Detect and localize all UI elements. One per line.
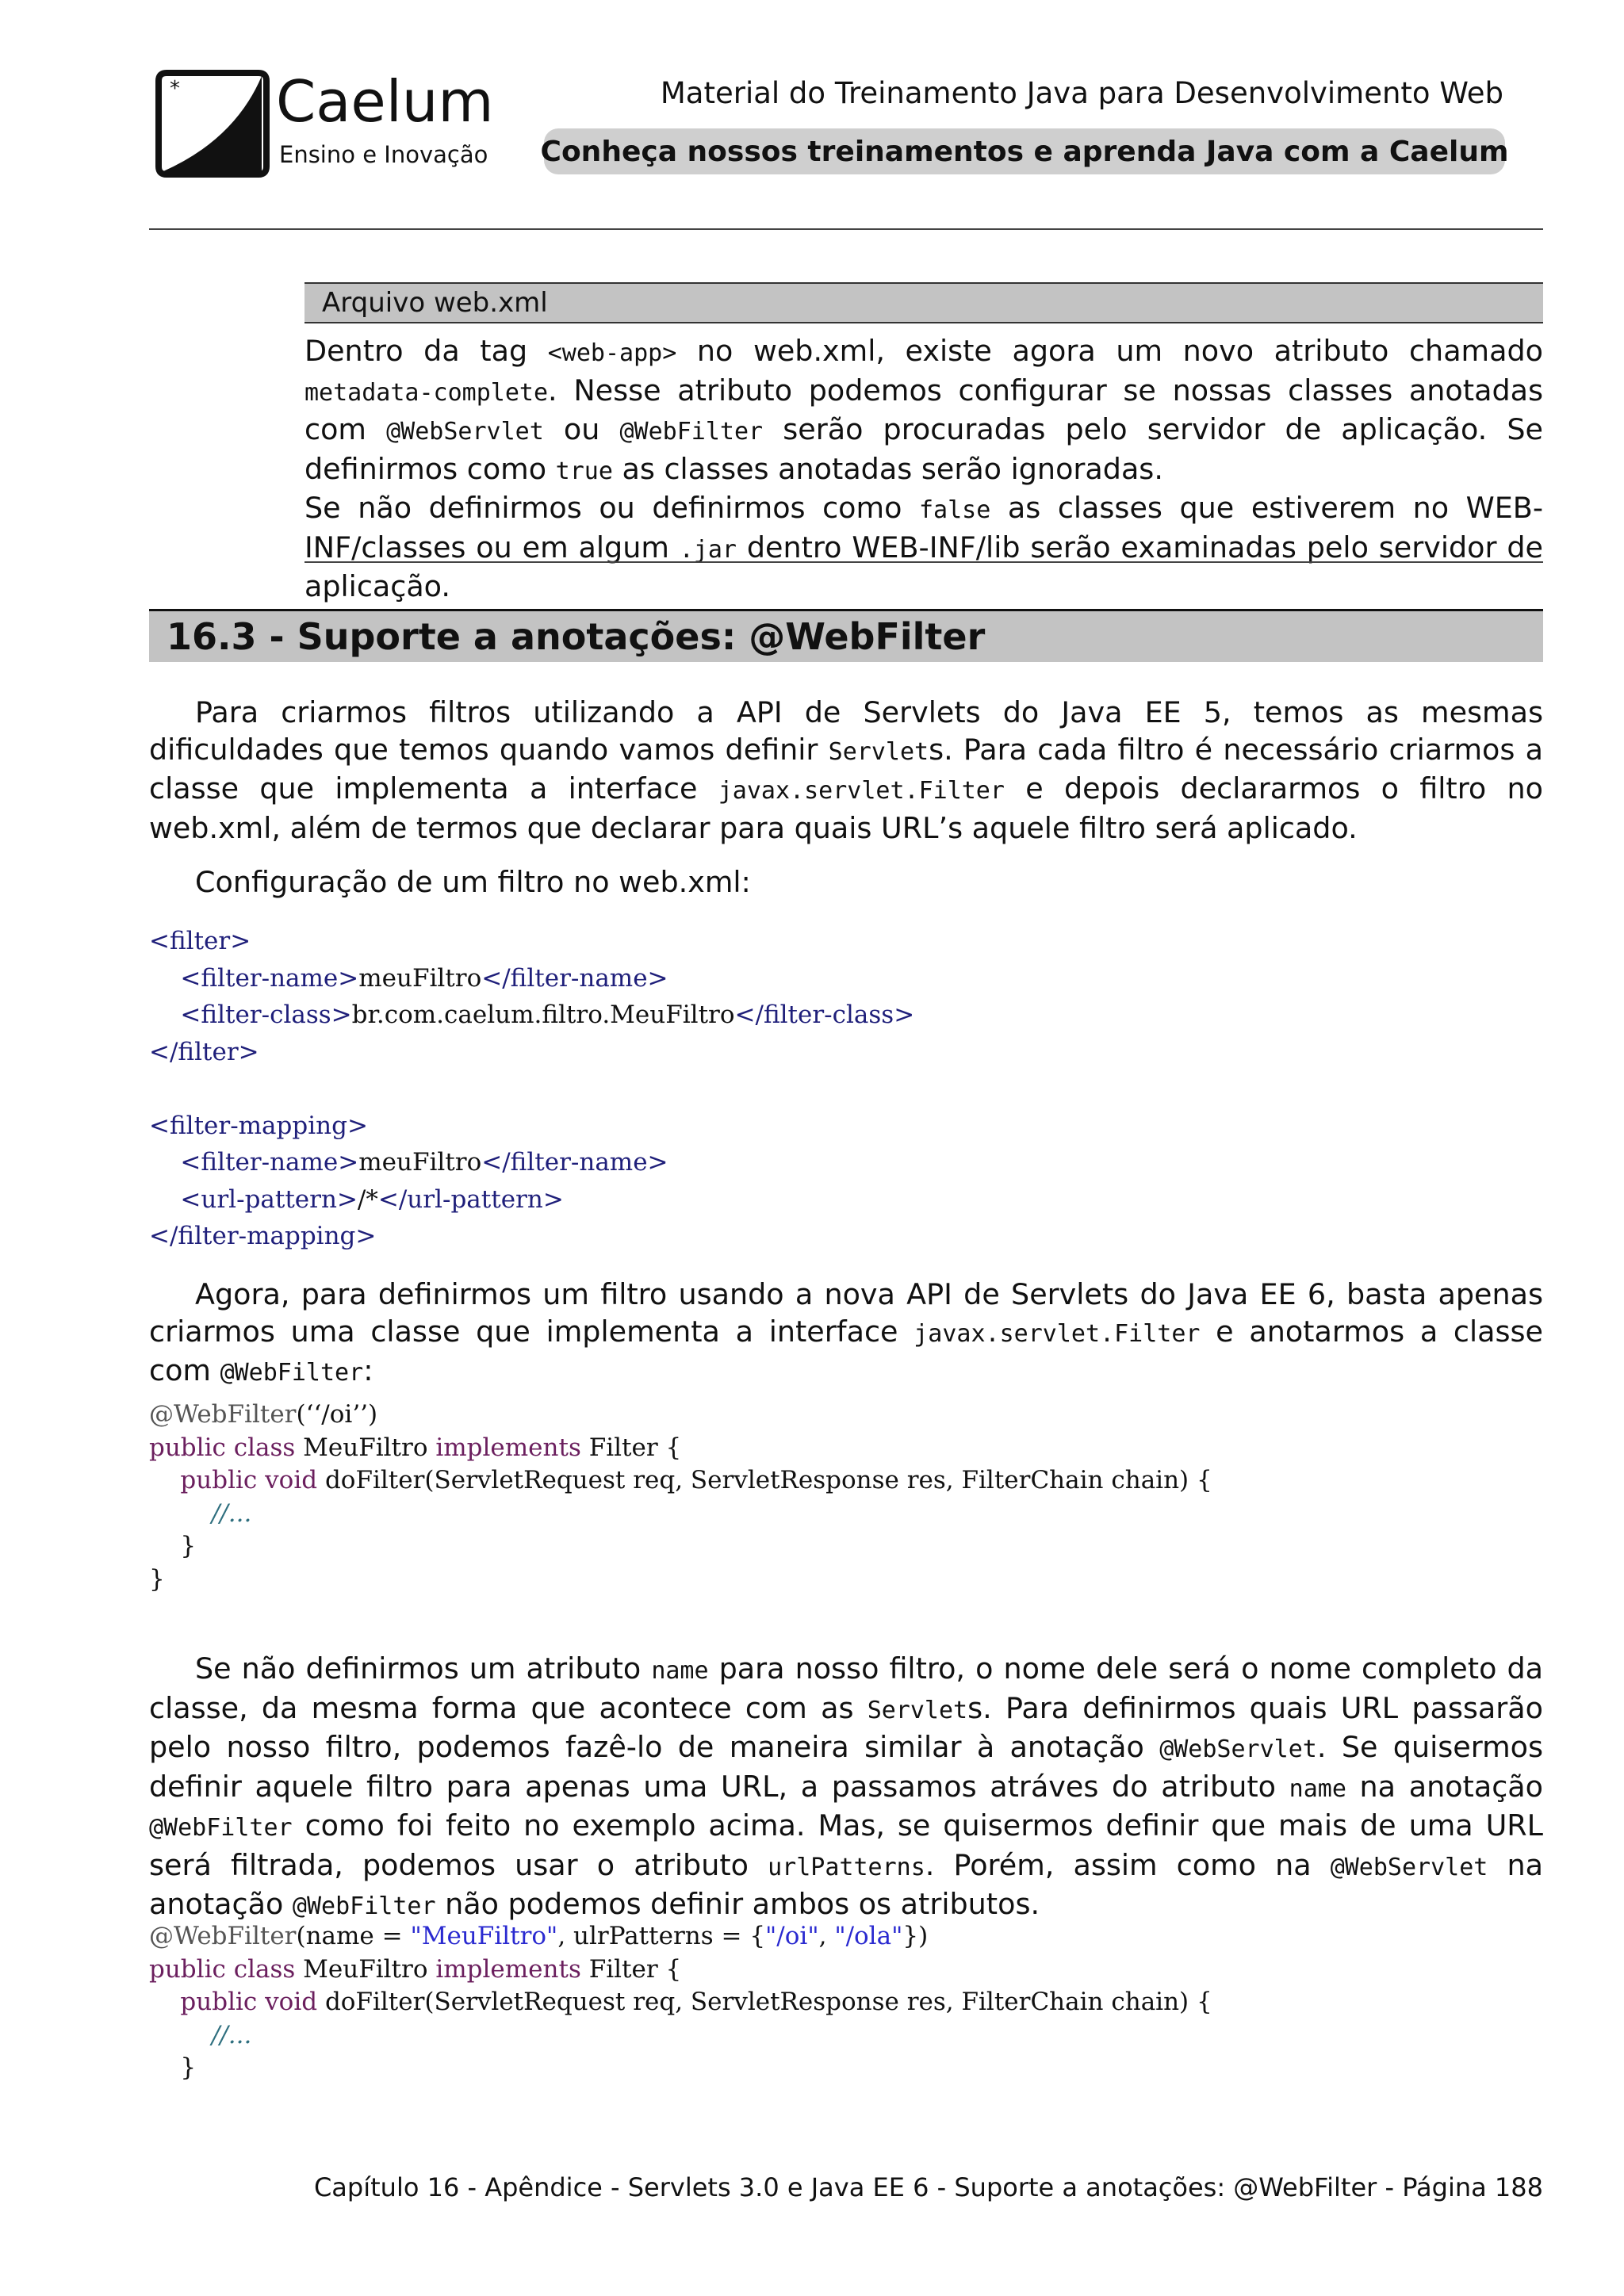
inline-code: Servlet bbox=[828, 737, 929, 766]
code-line: public class MeuFiltro implements Filter { bbox=[149, 1954, 682, 1984]
text: como foi feito no exemplo acima. Mas, se quisermos definir que mais de uma URL será filtrada, podemos usar o atributo bbox=[149, 1808, 1543, 1882]
note-bottom-divider bbox=[304, 561, 1543, 563]
text: . Se quisermos definir aquele filtro para apenas uma URL, a passamos atráves do atributo bbox=[149, 1730, 1543, 1804]
inline-code: @WebServlet bbox=[1330, 1853, 1488, 1881]
caelum-logo bbox=[155, 68, 494, 179]
code-block-webfilter-patterns bbox=[149, 1920, 1212, 2085]
code-line: public void doFilter(ServletRequest req, ServletResponse res, FilterChain chain) { bbox=[180, 1466, 1212, 1494]
inline-code: name bbox=[651, 1657, 709, 1685]
code-line: @WebFilter(name = "MeuFiltro", ulrPatterns = {"/oi", "/ola"}) bbox=[149, 1922, 929, 1950]
inline-code: javax.servlet.Filter bbox=[718, 777, 1005, 805]
code-line: //... bbox=[211, 2020, 252, 2049]
inline-code: .jar bbox=[679, 535, 737, 564]
text: e anotarmos a classe com bbox=[149, 1314, 1543, 1387]
text: no web.xml, existe agora um novo atributo chamado bbox=[676, 334, 1543, 368]
code-line: <filter-name>meuFiltro</filter-name> bbox=[180, 963, 668, 993]
code-line: public class MeuFiltro implements Filter { bbox=[149, 1433, 682, 1462]
inline-code: urlPatterns bbox=[768, 1853, 925, 1881]
code-line: </filter> bbox=[149, 1037, 259, 1066]
inline-code: <web-app> bbox=[547, 339, 677, 367]
code-line: <filter-class>br.com.caelum.filtro.MeuFiltro</filter-class> bbox=[180, 1001, 915, 1029]
header-banner[interactable] bbox=[540, 128, 1509, 174]
inline-code: @WebFilter bbox=[149, 1814, 293, 1842]
code-line: } bbox=[180, 1532, 197, 1560]
header-banner-text: Conheça nossos treinamentos e aprenda Java com a Caelum bbox=[540, 135, 1509, 168]
text: na anotação bbox=[149, 1847, 1543, 1921]
text: ou bbox=[543, 412, 620, 446]
text: as classes que estiverem no WEB-INF/classes ou em algum bbox=[304, 491, 1543, 564]
note-title: Arquivo web.xml bbox=[304, 282, 1543, 323]
text: . Porém, assim como na bbox=[925, 1847, 1331, 1882]
logo-name: Caelum bbox=[276, 68, 494, 135]
note-paragraph-1 bbox=[304, 333, 1543, 490]
header-title: Material do Treinamento Java para Desenvolvimento Web bbox=[660, 76, 1503, 110]
inline-code: @WebFilter bbox=[619, 418, 764, 446]
page-footer: Capítulo 16 - Apêndice - Servlets 3.0 e Java EE 6 - Suporte a anotações: @WebFilter - Página 188 bbox=[313, 2172, 1543, 2202]
code-line: } bbox=[180, 2053, 197, 2082]
inline-code: false bbox=[918, 496, 991, 524]
code-line: <filter> bbox=[149, 927, 251, 955]
text: Para criarmos filtros utilizando a API de Servlets do Java EE 5, temos as mesmas dificuldades que temos quando vamos definir bbox=[149, 695, 1543, 767]
code-line: public void doFilter(ServletRequest req, ServletResponse res, FilterChain chain) { bbox=[180, 1988, 1212, 2016]
header-divider bbox=[149, 228, 1543, 230]
inline-code: true bbox=[555, 457, 613, 485]
text: Se não definirmos um atributo bbox=[195, 1651, 652, 1686]
paragraph-attributes bbox=[149, 1651, 1543, 1926]
text: . Nesse atributo podemos configurar se nossas classes anotadas com bbox=[304, 373, 1543, 446]
svg-text:*: * bbox=[170, 77, 180, 101]
code-line: //... bbox=[211, 1498, 252, 1528]
inline-code: @WebServlet bbox=[1159, 1735, 1317, 1763]
code-line: <filter-mapping> bbox=[149, 1111, 368, 1140]
inline-code: javax.servlet.Filter bbox=[914, 1319, 1201, 1348]
text: não podemos definir ambos os atributos. bbox=[435, 1887, 1040, 1921]
text: dentro WEB-INF/lib serão examinadas pelo servidor de aplicação. bbox=[304, 530, 1543, 603]
inline-code: name bbox=[1289, 1774, 1346, 1803]
paragraph-intro bbox=[149, 695, 1543, 847]
text: serão procuradas pelo servidor de aplicação. Se definirmos como bbox=[304, 412, 1544, 486]
text: : bbox=[363, 1353, 373, 1387]
text: para nosso filtro, o nome dele será o nome completo da classe, da mesma forma que acontece com as bbox=[149, 1651, 1543, 1725]
text: na anotação bbox=[1346, 1769, 1543, 1804]
text: Se não definirmos ou definirmos como bbox=[304, 491, 919, 525]
code-block-webxml bbox=[149, 923, 914, 1255]
code-line: } bbox=[149, 1564, 165, 1594]
inline-code: @WebFilter bbox=[220, 1359, 364, 1387]
note-body bbox=[304, 323, 1543, 606]
paragraph-config: Configuração de um filtro no web.xml: bbox=[195, 865, 751, 899]
text: s. Para definirmos quais URL passarão pelo nosso filtro, podemos fazê-lo de maneira similar à anotação bbox=[149, 1690, 1543, 1764]
text: Dentro da tag bbox=[304, 334, 548, 368]
note-box bbox=[304, 282, 1543, 606]
code-line-blank bbox=[149, 1070, 914, 1108]
code-line: </filter-mapping> bbox=[149, 1222, 377, 1250]
inline-code: metadata-complete bbox=[304, 378, 549, 407]
text: s. Para cada filtro é necessário criarmos a classe que implementa a interface bbox=[149, 732, 1543, 806]
text: e depois declararmos o filtro no web.xml, além de termos que declarar para quais URL’s aquele filtro será aplicado. bbox=[149, 771, 1544, 845]
inline-code: @WebServlet bbox=[386, 418, 544, 446]
code-line: <filter-name>meuFiltro</filter-name> bbox=[180, 1148, 668, 1177]
code-line: @WebFilter(‘‘/oi’’) bbox=[149, 1400, 378, 1429]
logo-tagline: Ensino e Inovação bbox=[279, 141, 488, 168]
code-line: <url-pattern>/*</url-pattern> bbox=[180, 1184, 564, 1214]
code-block-webfilter-simple bbox=[149, 1399, 1212, 1596]
note-paragraph-2 bbox=[304, 490, 1543, 606]
text: as classes anotadas serão ignoradas. bbox=[612, 451, 1163, 486]
section-heading: 16.3 - Suporte a anotações: @WebFilter bbox=[149, 609, 1543, 662]
inline-code: Servlet bbox=[867, 1696, 968, 1724]
text: Agora, para definirmos um filtro usando a nova API de Servlets do Java EE 6, basta apenas criarmos uma classe que implementa a interface bbox=[149, 1277, 1543, 1349]
inline-code: @WebFilter bbox=[292, 1892, 436, 1920]
paragraph-java-ee6 bbox=[149, 1276, 1543, 1392]
